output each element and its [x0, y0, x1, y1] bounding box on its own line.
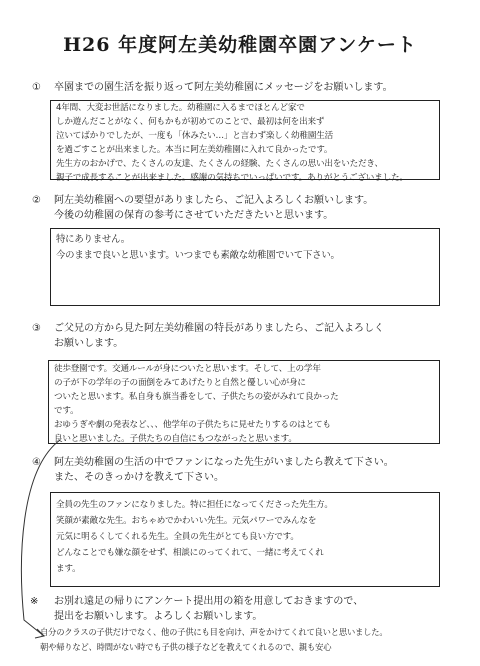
answer-1-line: 泣いてばかりでしたが、一度も「休みたい…」と言わず楽しく幼稚園生活 — [56, 131, 333, 141]
answer-3-line: 徒歩登園です。交通ルールが身についたと思います。そして、上の学年 — [54, 364, 321, 374]
question-2-text: 阿左美幼稚園への要望がありましたら、ご記入よろしくお願いします。 — [54, 195, 374, 206]
question-4-number: ④ — [32, 457, 41, 468]
question-3-text: ご父兄の方から見た阿左美幼稚園の特長がありましたら、ご記入よろしく — [54, 323, 384, 334]
answer-1-line: 先生方のおかげで、たくさんの友達、たくさんの経験、たくさんの思い出をいただき、 — [56, 159, 383, 169]
question-4-subtext: また、そのきっかけを教えて下さい。 — [54, 472, 224, 483]
question-2-number: ② — [32, 195, 41, 206]
answer-2-line: 今のままで良いと思います。いつまでも素敵な幼稚園でいて下さい。 — [56, 250, 340, 261]
answer-3-line: です。 — [54, 406, 79, 416]
answer-4-line: 全員の先生のファンになりました。特に担任になってくださった先生方。 — [56, 500, 333, 510]
answer-2-line: 特にありません。 — [56, 234, 130, 245]
answer-4-line: ます。 — [56, 564, 81, 574]
question-3-number: ③ — [32, 323, 41, 334]
answer-3-line: の子が下の学年の子の面倒をみてあげたりと自然と優しい心が身に — [54, 378, 306, 388]
answer-1-line: しか遊んだことがなく、何もかもが初めてのことで、最初は何を出来ず — [56, 117, 325, 127]
note-mark: ※ — [30, 596, 39, 607]
answer-4-line: どんなことでも嫌な顔をせず、相談にのってくれて、一緒に考えてくれ — [56, 548, 324, 558]
answer-1-line: 4年間、大変お世話になりました。幼稚園に入るまでほとんど家で — [56, 103, 305, 113]
note-text: お別れ遠足の帰りにアンケート提出用の箱を用意しておきますので、 — [54, 596, 364, 607]
answer-4-line: 笑顔が素敵な先生。おちゃめでかわいい先生。元気パワーでみんなを — [56, 516, 317, 526]
note-subtext: 提出をお願いします。よろしくお願いします。 — [54, 611, 263, 622]
question-2-subtext: 今後の幼稚園の保育の参考にさせていただきたいと思います。 — [54, 210, 334, 221]
extra-comment-line: 朝や帰りなど、時間がない時でも子供の様子などを教えてくれるので、親も安心 — [40, 642, 332, 652]
answer-3-line: 良いと思いました。子供たちの自信にもつながったと思います。 — [54, 434, 297, 444]
answer-1-line: を過ごすことが出来ました。本当に阿左美幼稚園に入れて良かったです。 — [56, 145, 333, 155]
answer-4-line: 元気に明るくしてくれる先生。全員の先生がとても良い方です。 — [56, 532, 299, 542]
question-4-text: 阿左美幼稚園の生活の中でファンになった先生がいましたら教えて下さい。 — [54, 457, 394, 468]
answer-3-line: ついたと思います。私自身も旗当番をして、子供たちの姿がみれて良かった — [54, 392, 339, 402]
page-title: H26 年度阿左美幼稚園卒園アンケート — [63, 34, 417, 56]
question-3-subtext: お願いします。 — [54, 338, 124, 349]
answer-3-line: おゆうぎや劇の発表など、、、他学年の子供たちに見せたりするのはとても — [54, 420, 331, 430]
answer-1-line: 親子で成長することが出来ました。感謝の気持ちでいっぱいです。ありがとうございました。 — [56, 173, 408, 183]
question-1-number: ① — [32, 82, 41, 93]
extra-comment-line: 自分のクラスの子供だけでなく、他の子供にも目を向け、声をかけてくれて良いと思いました。 — [40, 627, 388, 637]
question-1-text: 卒園までの園生活を振り返って阿左美幼稚園にメッセージをお願いします。 — [54, 82, 393, 93]
